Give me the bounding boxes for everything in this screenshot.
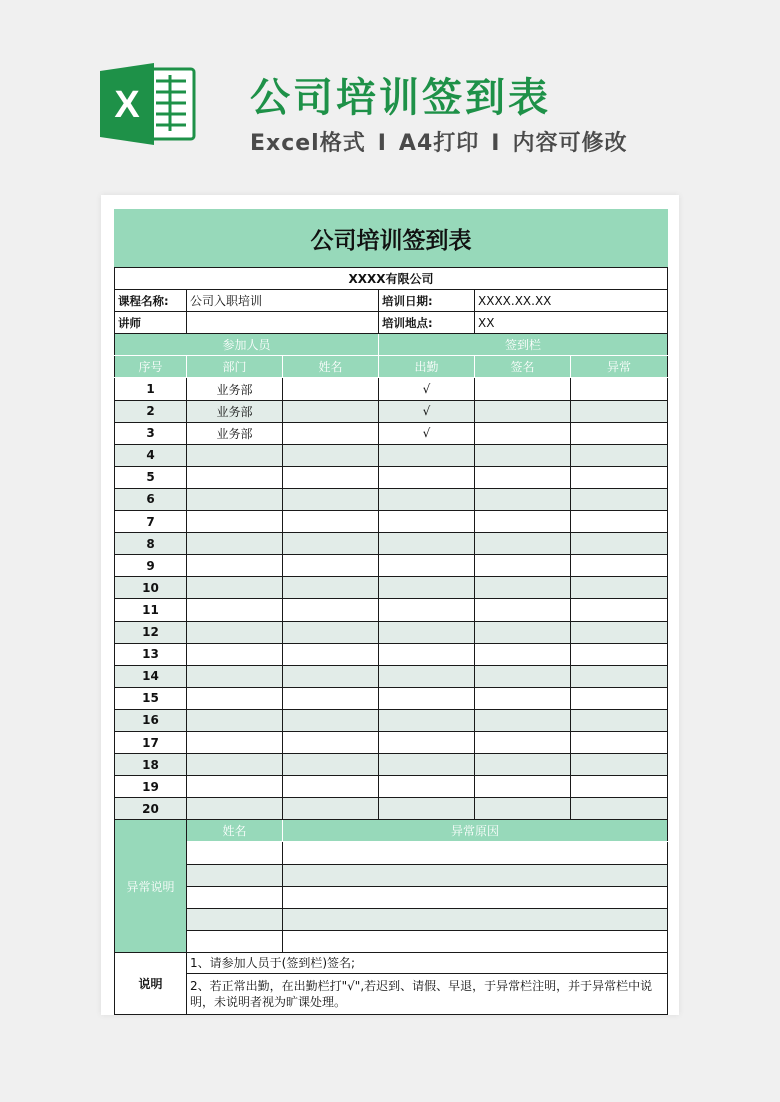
row-name[interactable] — [283, 731, 379, 753]
row-name[interactable] — [283, 488, 379, 510]
row-number: 16 — [115, 709, 187, 731]
row-number: 14 — [115, 665, 187, 687]
row-department[interactable]: 业务部 — [187, 378, 283, 400]
abnormal-name-header: 姓名 — [187, 820, 283, 842]
abnormal-row — [115, 908, 668, 930]
row-name[interactable] — [283, 665, 379, 687]
table-row — [115, 599, 668, 621]
row-name[interactable] — [283, 687, 379, 709]
table-row — [115, 687, 668, 709]
lecturer-value[interactable] — [187, 312, 379, 334]
col-header-signature: 签名 — [475, 356, 571, 378]
participants-group-header: 参加人员 — [115, 334, 379, 356]
logo-letter: X — [114, 84, 140, 126]
row-name[interactable] — [283, 621, 379, 643]
row-abnormal[interactable] — [571, 643, 668, 665]
row-department[interactable] — [187, 444, 283, 466]
company-name: XXXX有限公司 — [115, 268, 668, 290]
row-signature[interactable] — [475, 709, 571, 731]
page-title: 公司培训签到表 — [250, 75, 551, 121]
abnormal-reason-cell[interactable] — [283, 930, 668, 952]
group-header-row — [115, 334, 668, 356]
abnormal-reason-cell[interactable] — [283, 842, 668, 864]
row-attendance[interactable] — [379, 754, 475, 776]
row-signature[interactable] — [475, 422, 571, 444]
row-name[interactable] — [283, 555, 379, 577]
row-attendance[interactable] — [379, 709, 475, 731]
row-number: 1 — [115, 378, 187, 400]
note-1: 1、请参加人员于(签到栏)签名; — [187, 952, 668, 973]
abnormal-row — [115, 864, 668, 886]
row-abnormal[interactable] — [571, 422, 668, 444]
row-name[interactable] — [283, 577, 379, 599]
row-name[interactable] — [283, 776, 379, 798]
row-signature[interactable] — [475, 643, 571, 665]
col-header-no: 序号 — [115, 356, 187, 378]
row-signature[interactable] — [475, 731, 571, 753]
note-2: 2、若正常出勤，在出勤栏打"√",若迟到、请假、早退，于异常栏注明，并于异常栏中说明，未说明者视为旷课处理。 — [187, 973, 668, 1014]
row-name[interactable] — [283, 798, 379, 820]
row-department[interactable] — [187, 798, 283, 820]
table-row — [115, 488, 668, 510]
row-number: 6 — [115, 488, 187, 510]
column-header-row — [115, 356, 668, 378]
row-number: 11 — [115, 599, 187, 621]
row-abnormal[interactable] — [571, 577, 668, 599]
row-abnormal[interactable] — [571, 687, 668, 709]
row-attendance[interactable] — [379, 687, 475, 709]
row-department[interactable] — [187, 754, 283, 776]
col-header-name: 姓名 — [283, 356, 379, 378]
row-department[interactable] — [187, 643, 283, 665]
sign-in-sheet — [101, 195, 679, 1015]
col-header-dept: 部门 — [187, 356, 283, 378]
row-attendance[interactable] — [379, 533, 475, 555]
col-header-attendance: 出勤 — [379, 356, 475, 378]
row-department[interactable]: 业务部 — [187, 400, 283, 422]
row-abnormal[interactable] — [571, 599, 668, 621]
row-number: 8 — [115, 533, 187, 555]
row-signature[interactable] — [475, 511, 571, 533]
row-abnormal[interactable] — [571, 709, 668, 731]
row-attendance[interactable] — [379, 444, 475, 466]
subtitle — [250, 126, 627, 157]
row-name[interactable] — [283, 643, 379, 665]
place-label: 培训地点: — [379, 312, 475, 334]
row-name[interactable] — [283, 754, 379, 776]
table-row — [115, 466, 668, 488]
row-number: 15 — [115, 687, 187, 709]
row-name[interactable] — [283, 422, 379, 444]
abnormal-name-cell[interactable] — [187, 930, 283, 952]
row-number: 9 — [115, 555, 187, 577]
lecturer-label: 讲师 — [115, 312, 187, 334]
row-abnormal[interactable] — [571, 466, 668, 488]
row-signature[interactable] — [475, 488, 571, 510]
row-department[interactable] — [187, 776, 283, 798]
separator: I — [491, 131, 501, 156]
row-department[interactable] — [187, 599, 283, 621]
row-attendance[interactable] — [379, 466, 475, 488]
row-number: 12 — [115, 621, 187, 643]
row-abnormal[interactable] — [571, 444, 668, 466]
abnormal-row — [115, 930, 668, 952]
row-number: 17 — [115, 731, 187, 753]
row-number: 2 — [115, 400, 187, 422]
row-signature[interactable] — [475, 533, 571, 555]
notes-label: 说明 — [115, 952, 187, 1014]
row-number: 13 — [115, 643, 187, 665]
row-department[interactable] — [187, 621, 283, 643]
row-signature[interactable] — [475, 776, 571, 798]
row-signature[interactable] — [475, 621, 571, 643]
table-row — [115, 511, 668, 533]
row-signature[interactable] — [475, 378, 571, 400]
row-abnormal[interactable] — [571, 378, 668, 400]
signin-group-header: 签到栏 — [379, 334, 668, 356]
row-attendance[interactable] — [379, 798, 475, 820]
row-department[interactable] — [187, 511, 283, 533]
row-number: 5 — [115, 466, 187, 488]
row-signature[interactable] — [475, 687, 571, 709]
sign-in-table — [114, 209, 668, 1015]
date-label: 培训日期: — [379, 290, 475, 312]
row-number: 19 — [115, 776, 187, 798]
table-row — [115, 754, 668, 776]
table-row — [115, 665, 668, 687]
row-abnormal[interactable] — [571, 621, 668, 643]
table-row — [115, 731, 668, 753]
row-number: 10 — [115, 577, 187, 599]
row-department[interactable] — [187, 687, 283, 709]
table-row — [115, 776, 668, 798]
row-department[interactable] — [187, 709, 283, 731]
abnormal-reason-cell[interactable] — [283, 864, 668, 886]
row-department[interactable] — [187, 555, 283, 577]
row-attendance[interactable]: √ — [379, 422, 475, 444]
date-value[interactable]: XXXX.XX.XX — [475, 290, 668, 312]
row-number: 18 — [115, 754, 187, 776]
row-name[interactable] — [283, 511, 379, 533]
separator: I — [377, 131, 387, 156]
row-name[interactable] — [283, 466, 379, 488]
abnormal-row — [115, 842, 668, 864]
row-signature[interactable] — [475, 466, 571, 488]
abnormal-reason-cell[interactable] — [283, 908, 668, 930]
row-attendance[interactable] — [379, 555, 475, 577]
row-attendance[interactable] — [379, 621, 475, 643]
sheet-title: 公司培训签到表 — [115, 210, 668, 268]
row-number: 7 — [115, 511, 187, 533]
row-name[interactable] — [283, 444, 379, 466]
row-number: 4 — [115, 444, 187, 466]
row-attendance[interactable] — [379, 643, 475, 665]
row-abnormal[interactable] — [571, 488, 668, 510]
row-signature[interactable] — [475, 599, 571, 621]
abnormal-row — [115, 886, 668, 908]
row-signature[interactable] — [475, 665, 571, 687]
row-abnormal[interactable] — [571, 754, 668, 776]
row-abnormal[interactable] — [571, 798, 668, 820]
row-signature[interactable] — [475, 400, 571, 422]
row-name[interactable] — [283, 599, 379, 621]
row-attendance[interactable] — [379, 488, 475, 510]
row-department[interactable] — [187, 731, 283, 753]
row-name[interactable] — [283, 378, 379, 400]
place-value[interactable]: XX — [475, 312, 668, 334]
row-attendance[interactable] — [379, 577, 475, 599]
row-department[interactable] — [187, 665, 283, 687]
row-name[interactable] — [283, 709, 379, 731]
row-name[interactable] — [283, 400, 379, 422]
row-abnormal[interactable] — [571, 665, 668, 687]
row-department[interactable] — [187, 533, 283, 555]
excel-icon — [100, 63, 196, 145]
col-header-abnormal: 异常 — [571, 356, 668, 378]
row-attendance[interactable]: √ — [379, 378, 475, 400]
abnormal-name-cell[interactable] — [187, 908, 283, 930]
row-department[interactable] — [187, 466, 283, 488]
row-department[interactable] — [187, 577, 283, 599]
table-row — [115, 422, 668, 444]
row-number: 3 — [115, 422, 187, 444]
row-department[interactable]: 业务部 — [187, 422, 283, 444]
row-number: 20 — [115, 798, 187, 820]
row-signature[interactable] — [475, 577, 571, 599]
row-abnormal[interactable] — [571, 511, 668, 533]
row-attendance[interactable] — [379, 599, 475, 621]
row-attendance[interactable] — [379, 511, 475, 533]
table-row — [115, 577, 668, 599]
row-abnormal[interactable] — [571, 400, 668, 422]
row-department[interactable] — [187, 488, 283, 510]
abnormal-section-label: 异常说明 — [115, 820, 187, 953]
subtitle-editable: 内容可修改 — [512, 131, 628, 156]
abnormal-name-cell[interactable] — [187, 864, 283, 886]
table-row — [115, 709, 668, 731]
row-signature[interactable] — [475, 555, 571, 577]
abnormal-name-cell[interactable] — [187, 886, 283, 908]
abnormal-name-cell[interactable] — [187, 842, 283, 864]
row-abnormal[interactable] — [571, 555, 668, 577]
row-signature[interactable] — [475, 754, 571, 776]
row-attendance[interactable] — [379, 731, 475, 753]
row-abnormal[interactable] — [571, 731, 668, 753]
row-attendance[interactable] — [379, 665, 475, 687]
table-row — [115, 798, 668, 820]
row-attendance[interactable]: √ — [379, 400, 475, 422]
table-row — [115, 621, 668, 643]
table-row — [115, 555, 668, 577]
course-label: 课程名称: — [115, 290, 187, 312]
abnormal-reason-cell[interactable] — [283, 886, 668, 908]
row-abnormal[interactable] — [571, 533, 668, 555]
table-row — [115, 444, 668, 466]
table-row — [115, 643, 668, 665]
abnormal-reason-header: 异常原因 — [283, 820, 668, 842]
row-signature[interactable] — [475, 798, 571, 820]
subtitle-print: A4打印 — [398, 131, 480, 156]
table-row — [115, 400, 668, 422]
row-attendance[interactable] — [379, 776, 475, 798]
row-name[interactable] — [283, 533, 379, 555]
table-row — [115, 533, 668, 555]
row-signature[interactable] — [475, 444, 571, 466]
course-value[interactable]: 公司入职培训 — [187, 290, 379, 312]
subtitle-format: Excel格式 — [250, 131, 366, 156]
sheet-title-row — [115, 210, 668, 268]
row-abnormal[interactable] — [571, 776, 668, 798]
table-row — [115, 378, 668, 400]
